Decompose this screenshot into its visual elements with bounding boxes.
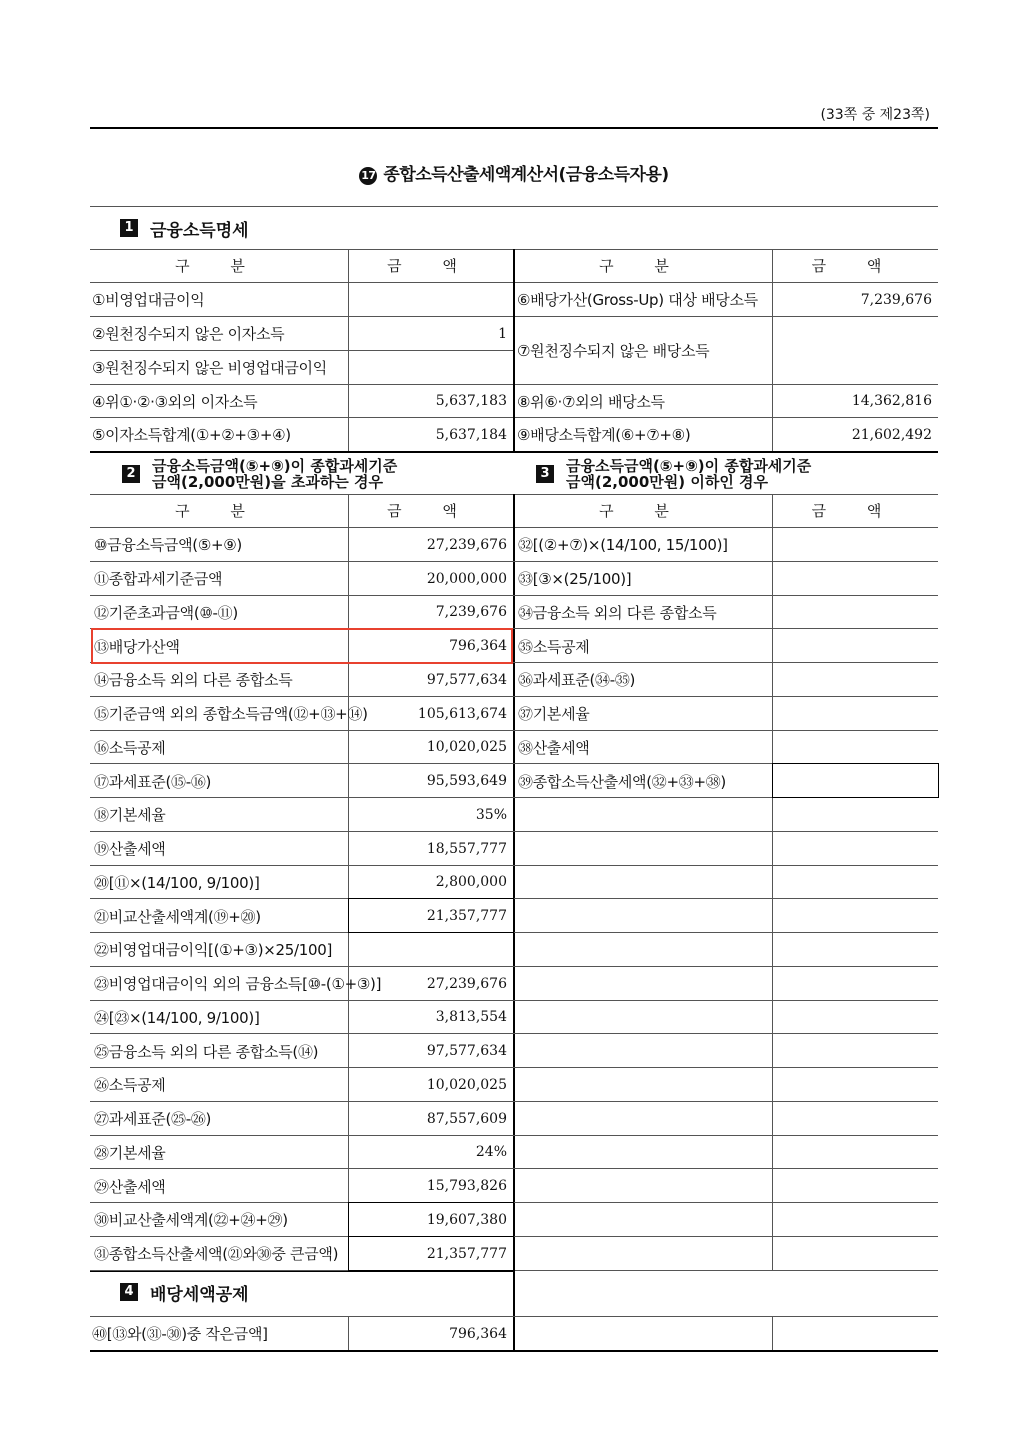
row-divider <box>514 1067 938 1068</box>
row-label: ㉞금융소득 외의 다른 종합소득 <box>518 603 717 622</box>
row-value: 35% <box>475 806 507 823</box>
row-label: ㊵[⑬와(㉛-㉚)중 작은금액] <box>92 1325 268 1343</box>
row-label: ⑳[⑪×(14/100, 9/100)] <box>94 873 260 892</box>
row-value: 19,607,380 <box>426 1211 507 1228</box>
row-label: ㉑비교산출세액계(⑲+⑳) <box>94 907 261 926</box>
section1-right-amount-header: 금 액 <box>811 257 900 275</box>
section2-title-line1: 금융소득금액(⑤+⑨)이 종합과세기준 <box>152 457 398 475</box>
section2-title-line2: 금액(2,000만원)을 초과하는 경우 <box>152 473 383 491</box>
row-value: 21,602,492 <box>851 426 932 443</box>
title-marker: 17 <box>359 167 377 185</box>
row-value: 105,613,674 <box>417 705 507 722</box>
row-value: 21,357,777 <box>426 1245 507 1262</box>
row-value: 796,364 <box>449 1325 507 1342</box>
section1-table <box>90 249 938 451</box>
row-value: 27,239,676 <box>426 975 507 992</box>
row-value: 796,364 <box>449 638 507 655</box>
row-value <box>349 351 513 384</box>
row-label: ⑭금융소득 외의 다른 종합소득 <box>94 671 293 690</box>
row-label: ㊱과세표준(㉞-㉟) <box>518 671 636 690</box>
row-label: ㊴종합소득산출세액(㉜+㉝+㊳) <box>518 772 726 791</box>
section4-title: 배당세액공제 <box>150 1284 249 1305</box>
row-label: ①비영업대금이익 <box>92 291 205 309</box>
highlight-box <box>91 628 513 664</box>
section3-title-line2: 금액(2,000만원) 이하인 경우 <box>566 473 769 491</box>
section1-title: 금융소득명세 <box>150 220 249 241</box>
row-label: ⑲산출세액 <box>94 840 166 859</box>
row-label: ㉘기본세율 <box>94 1143 166 1162</box>
section1-header <box>120 218 249 241</box>
row-divider <box>514 831 938 832</box>
row-label: ③원천징수되지 않은 비영업대금이익 <box>92 359 327 377</box>
row-value: 27,239,676 <box>426 536 507 553</box>
section2-amount-header: 금 액 <box>387 502 475 520</box>
section3-gubun-header: 구 분 <box>599 502 687 520</box>
row-value: 7,239,676 <box>860 291 932 308</box>
row-value: 97,577,634 <box>426 671 507 688</box>
row-label: ⑱기본세율 <box>94 806 166 825</box>
row-value <box>773 596 938 630</box>
row-value <box>773 528 938 562</box>
section3-number: 3 <box>536 465 554 483</box>
row-label: ㉒비영업대금이익[(①+③)×25/100] <box>94 941 333 960</box>
emphasis-box <box>348 1236 514 1271</box>
row-label: ⑥배당가산(Gross-Up) 대상 배당소득 <box>517 291 758 309</box>
row-label: ⑪종합과세기준금액 <box>94 570 223 589</box>
section1-right-gubun-header: 구 분 <box>599 257 687 275</box>
page-number: (33쪽 중 제23쪽) <box>820 107 930 123</box>
row-value: 7,239,676 <box>435 604 507 621</box>
row-divider <box>514 1135 938 1136</box>
row-label: ⑦원천징수되지 않은 배당소득 <box>517 342 710 360</box>
section3-title-line1: 금융소득금액(⑤+⑨)이 종합과세기준 <box>566 457 812 475</box>
row-value: 15,793,826 <box>426 1178 507 1195</box>
emphasis-box <box>348 1202 514 1237</box>
row-label: ④위①·②·③외의 이자소득 <box>92 392 258 411</box>
row-label: ㊳산출세액 <box>518 738 590 757</box>
row-value: 10,020,025 <box>426 1076 507 1093</box>
row-label: ㉖소득공제 <box>94 1076 166 1095</box>
row-label: ⑧위⑥·⑦외의 배당소득 <box>517 392 665 411</box>
row-label: ②원천징수되지 않은 이자소득 <box>92 325 285 343</box>
section1-number: 1 <box>120 219 138 237</box>
row-value: 97,577,634 <box>426 1043 507 1060</box>
row-label: ⑨배당소득합계(⑥+⑦+⑧) <box>517 426 691 444</box>
section1-left-amount-header: 금 액 <box>387 257 475 275</box>
row-value <box>773 697 938 731</box>
row-label: ㉛종합소득산출세액(㉑와㉚중 큰금액) <box>94 1245 339 1264</box>
section4-number: 4 <box>120 1283 138 1301</box>
row-divider <box>514 1101 938 1102</box>
section3-amount-header: 금 액 <box>811 502 900 520</box>
section3-header <box>536 456 811 492</box>
row-label: ⑯소득공제 <box>94 738 166 757</box>
row-label: ㊲기본세율 <box>518 705 590 724</box>
row-label: ㉙산출세액 <box>94 1177 166 1196</box>
row-value <box>773 731 938 765</box>
row-value: 21,357,777 <box>426 908 507 925</box>
row-value: 95,593,649 <box>426 773 507 790</box>
row-value: 10,020,025 <box>426 739 507 756</box>
row-label: ㉝[③×(25/100)] <box>518 570 632 589</box>
section2-gubun-header: 구 분 <box>175 502 263 520</box>
row-label: ㉗과세표준(㉕-㉖) <box>94 1110 212 1129</box>
row-divider <box>514 1000 938 1001</box>
row-label: ㉜[(②+⑦)×(14/100, 15/100)] <box>518 536 728 555</box>
row-divider <box>514 1168 938 1169</box>
row-divider <box>514 898 938 899</box>
row-label: ㉚비교산출세액계(㉒+㉔+㉙) <box>94 1211 288 1230</box>
row-value: 18,557,777 <box>426 840 507 857</box>
row-divider <box>514 966 938 967</box>
row-label: ⑮기준금액 외의 종합소득금액(⑫+⑬+⑭) <box>94 705 368 724</box>
emphasis-box <box>772 763 939 798</box>
row-value <box>773 562 938 596</box>
row-value: 5,637,183 <box>435 393 507 409</box>
row-value <box>773 629 938 663</box>
row-label: ㉟소득공제 <box>518 637 590 656</box>
row-value: 2,800,000 <box>435 874 507 891</box>
row-value: 87,557,609 <box>426 1110 507 1127</box>
row-value: 20,000,000 <box>426 570 507 587</box>
row-label: ⑩금융소득금액(⑤+⑨) <box>94 536 242 555</box>
emphasis-box <box>348 898 514 933</box>
section2-header <box>122 456 397 492</box>
section1-top-rule <box>90 206 938 207</box>
section4-table <box>90 1270 938 1350</box>
row-value <box>773 317 938 384</box>
row-label: ⑫기준초과금액(⑩-⑪) <box>94 603 238 622</box>
row-label: ⑤이자소득합계(①+②+③+④) <box>92 426 291 444</box>
row-label: ㉓비영업대금이익 외의 금융소득[⑩-(①+③)] <box>94 975 382 994</box>
row-label: ⑬배당가산액 <box>94 637 180 656</box>
section2-3-table <box>90 494 938 1270</box>
row-value <box>349 283 513 316</box>
row-label: ㉕금융소득 외의 다른 종합소득(⑭) <box>94 1042 319 1061</box>
row-value: 24% <box>475 1144 507 1161</box>
row-label: ㉔[㉓×(14/100, 9/100)] <box>94 1008 260 1027</box>
row-value: 1 <box>498 325 507 342</box>
row-divider <box>514 1033 938 1034</box>
top-rule <box>90 127 938 129</box>
row-value <box>349 933 513 967</box>
form-title <box>90 160 938 185</box>
row-divider <box>514 932 938 933</box>
section2-number: 2 <box>122 465 140 483</box>
row-value: 3,813,554 <box>435 1009 507 1026</box>
row-divider <box>514 865 938 866</box>
row-divider <box>514 1236 938 1237</box>
title-text: 종합소득산출세액계산서(금융소득자용) <box>383 165 669 185</box>
section1-left-gubun-header: 구 분 <box>175 257 263 275</box>
row-divider <box>514 1202 938 1203</box>
row-label: ⑰과세표준(⑮-⑯) <box>94 772 212 791</box>
row-value <box>773 663 938 697</box>
row-value: 14,362,816 <box>851 393 932 409</box>
row-value: 5,637,184 <box>435 426 507 443</box>
